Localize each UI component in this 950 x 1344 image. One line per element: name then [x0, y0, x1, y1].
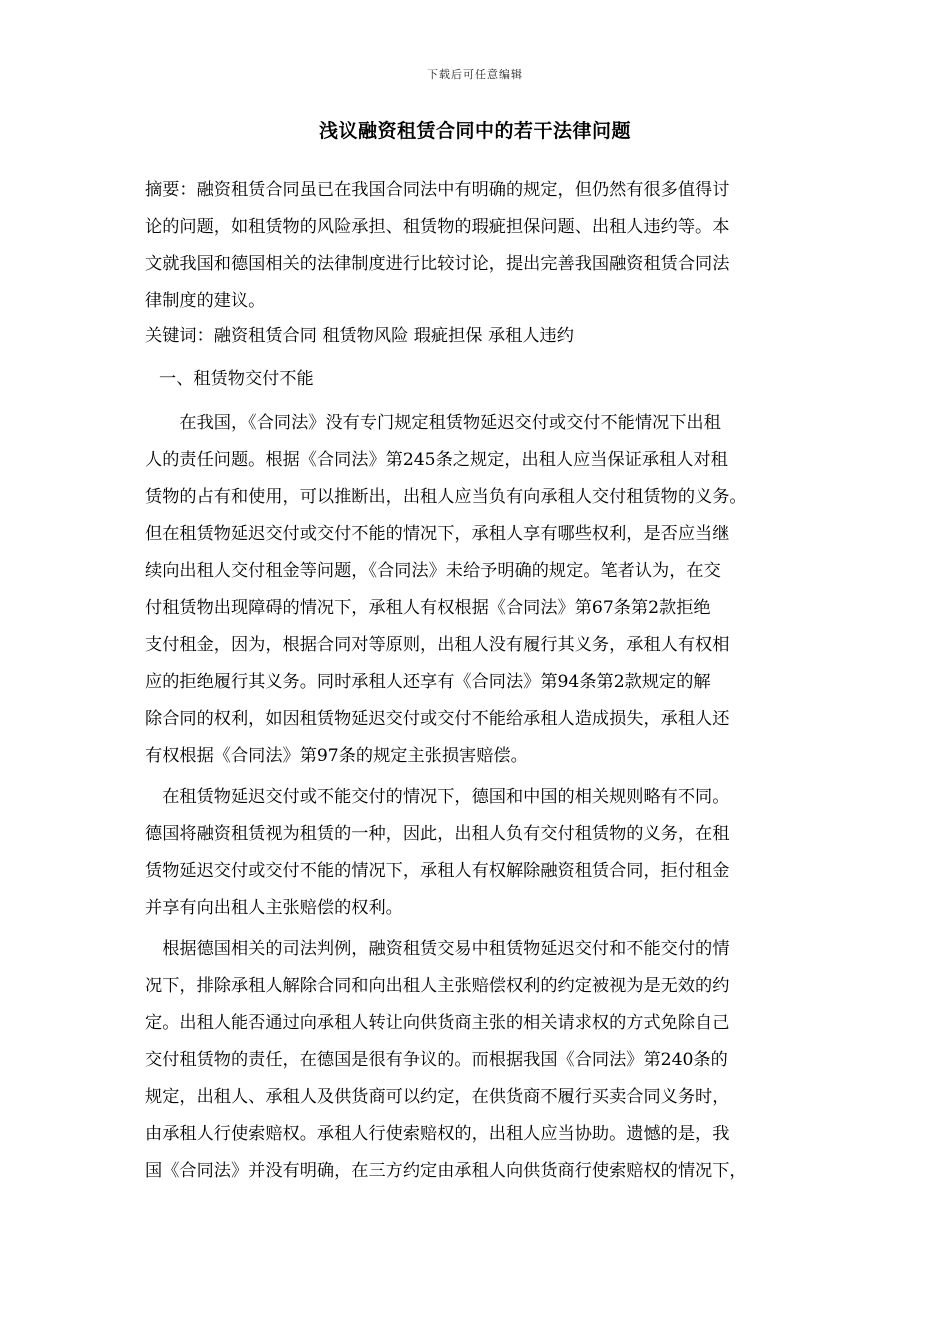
abstract-line: 律制度的建议。	[145, 291, 266, 311]
paragraph-line: 但在租赁物延迟交付或交付不能的情况下，承租人享有哪些权利，是否应当继	[145, 524, 730, 544]
paragraph-line: 除合同的权利，如因租赁物延迟交付或交付不能给承租人造成损失，承租人还	[145, 709, 730, 729]
body-paragraph-1	[145, 405, 810, 775]
paragraph-line: 人的责任问题。根据《合同法》第245条之规定，出租人应当保证承租人对租	[145, 450, 728, 470]
abstract-line: 摘要：融资租赁合同虽已在我国合同法中有明确的规定，但仍然有很多值得讨	[145, 180, 730, 200]
paragraph-line: 国《合同法》并没有明确，在三方约定由承租人向供货商行使索赔权的情况下，	[145, 1161, 747, 1181]
abstract-line: 文就我国和德国相关的法律制度进行比较讨论，提出完善我国融资租赁合同法	[145, 254, 730, 274]
paragraph-line: 赁物的占有和使用，可以推断出，出租人应当负有向承租人交付租赁物的义务。	[145, 487, 747, 507]
paragraph-line: 规定，出租人、承租人及供货商可以约定，在供货商不履行买卖合同义务时，	[145, 1087, 730, 1107]
paragraph-line: 并享有向出租人主张赔偿的权利。	[145, 898, 403, 918]
section-heading: 一、租赁物交付不能	[159, 369, 314, 389]
paragraph-line: 有权根据《合同法》第97条的规定主张损害赔偿。	[145, 746, 528, 766]
abstract-line: 论的问题，如租赁物的风险承担、租赁物的瑕疵担保问题、出租人违约等。本	[145, 217, 730, 237]
paragraph-line: 续向出租人交付租金等问题，《合同法》未给予明确的规定。笔者认为，在交	[145, 561, 721, 581]
paragraph-line: 况下，排除承租人解除合同和向出租人主张赔偿权利的约定被视为是无效的约	[145, 976, 730, 996]
abstract-paragraph	[145, 172, 810, 320]
paragraph-line: 赁物延迟交付或交付不能的情况下，承租人有权解除融资租赁合同，拒付租金	[145, 861, 730, 881]
document-body	[145, 172, 810, 1190]
paragraph-line: 在租赁物延迟交付或不能交付的情况下，德国和中国的相关规则略有不同。	[145, 787, 730, 807]
document-title: 浅议融资租赁合同中的若干法律问题	[318, 120, 631, 142]
paragraph-line: 根据德国相关的司法判例，融资租赁交易中租赁物延迟交付和不能交付的情	[145, 939, 730, 959]
body-paragraph-3	[145, 931, 810, 1190]
paragraph-line: 德国将融资租赁视为租赁的一种，因此，出租人负有交付租赁物的义务，在租	[145, 824, 730, 844]
paragraph-line: 交付租赁物的责任，在德国是很有争议的。而根据我国《合同法》第240条的	[145, 1050, 728, 1070]
paragraph-line: 在我国，《合同法》没有专门规定租赁物延迟交付或交付不能情况下出租	[145, 413, 721, 433]
body-paragraph-2	[145, 779, 810, 927]
paragraph-line: 定。出租人能否通过向承租人转让向供货商主张的相关请求权的方式免除自己	[145, 1013, 730, 1033]
paragraph-line: 由承租人行使索赔权。承租人行使索赔权的，出租人应当协助。遗憾的是，我	[145, 1124, 730, 1144]
paragraph-line: 应的拒绝履行其义务。同时承租人还享有《合同法》第94条第2款规定的解	[145, 672, 711, 692]
keywords-line: 关键词：融资租赁合同 租赁物风险 瑕疵担保 承租人违约	[145, 326, 574, 346]
header-note: 下载后可任意编辑	[427, 68, 523, 81]
paragraph-line: 付租赁物出现障碍的情况下，承租人有权根据《合同法》第67条第2款拒绝	[145, 598, 711, 618]
paragraph-line: 支付租金，因为，根据合同对等原则，出租人没有履行其义务，承租人有权相	[145, 635, 730, 655]
